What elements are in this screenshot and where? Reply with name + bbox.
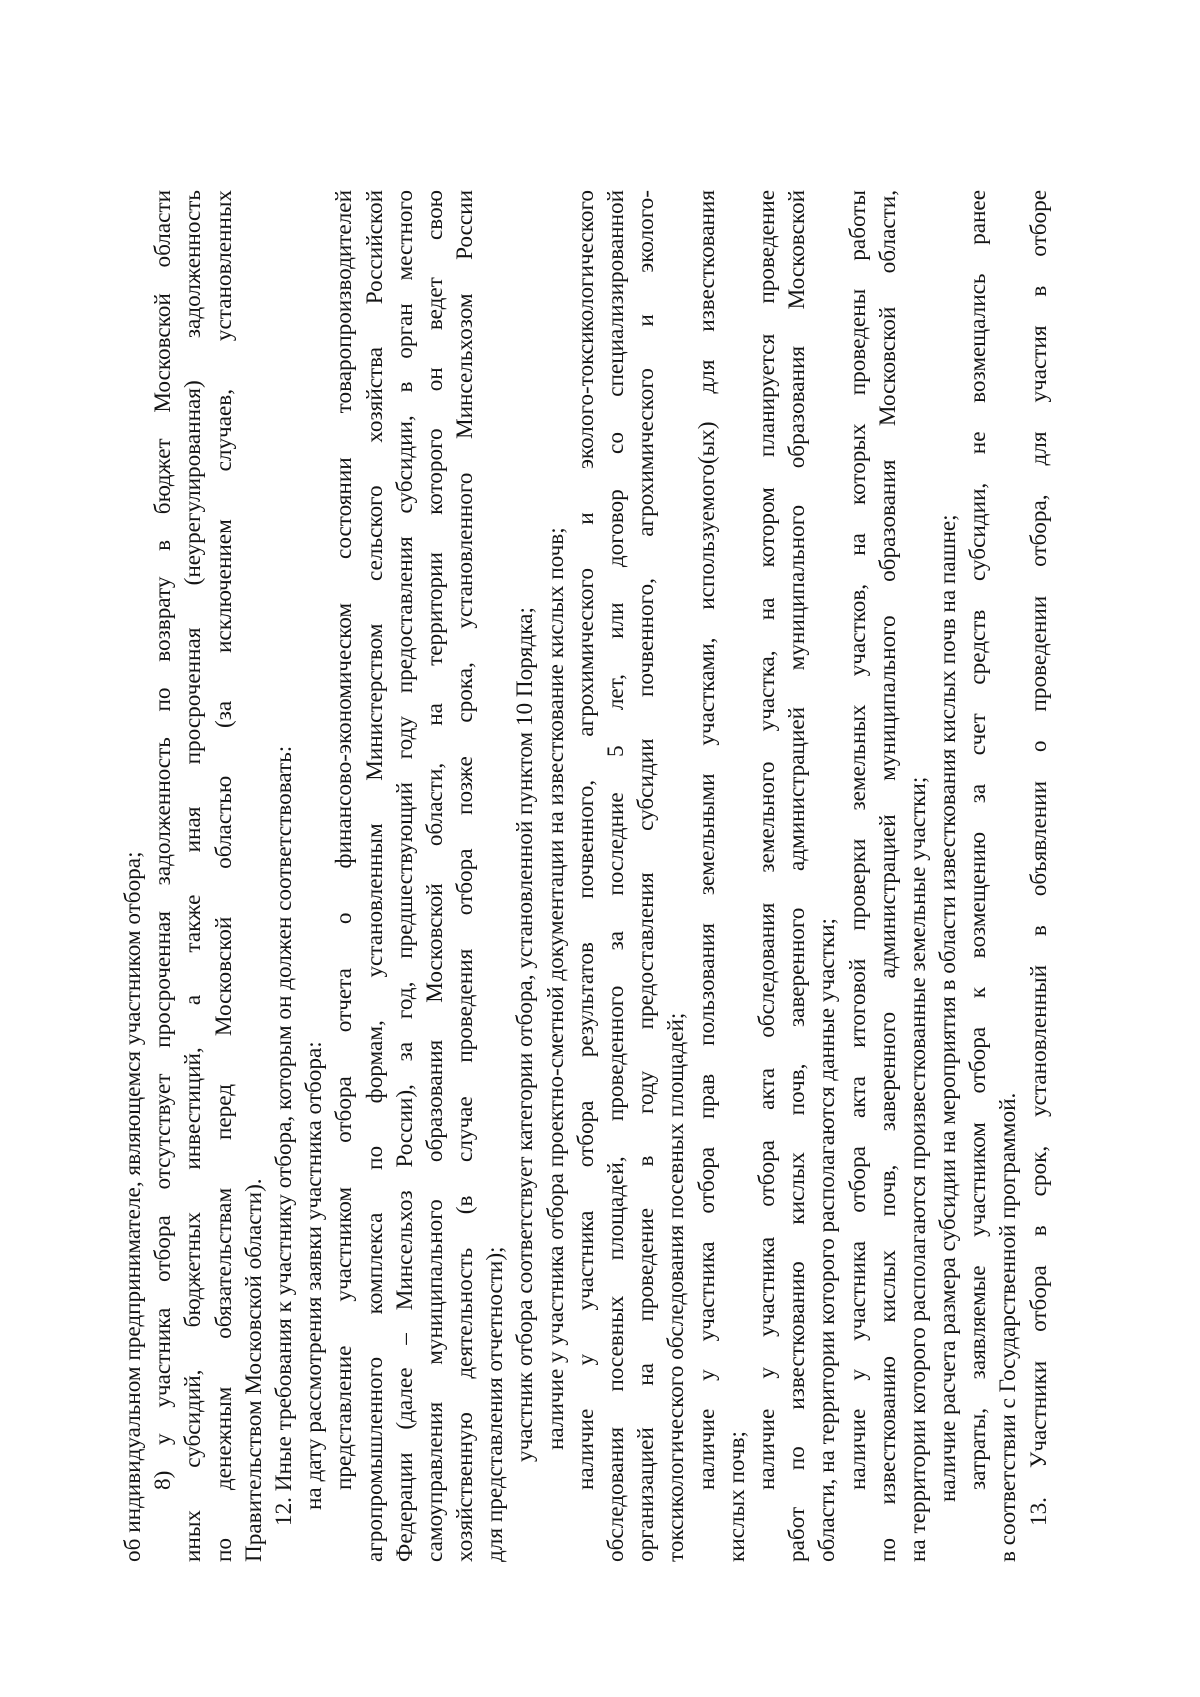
text-line: по денежным обязательствам перед Московской областью (за исключением случаев, установленных [210, 190, 237, 1562]
list-item-8: 8) у участника отбора отсутствует просроченная задолженность по возврату в бюджет Московской области [150, 190, 177, 1490]
requirement-item: участник отбора соответствует категории отбора, установленной пунктом 10 Порядка; [512, 607, 539, 1462]
text-line: по известкованию кислых почв, заверенного администрацией муниципального образования Московской области, [874, 190, 901, 1562]
document-body [118, 190, 1054, 1562]
text-line: на территории которого располагаются произвесткованные земельные участки; [904, 776, 931, 1562]
requirement-item: наличие у участника отбора акта обследования земельного участка, на котором планируется проведение [753, 190, 780, 1490]
text-line: работ по известкованию кислых почв, заверенного администрацией муниципального образования Московской [784, 190, 811, 1562]
text-line: Правительством Московской области). [240, 1178, 267, 1562]
requirement-item: наличие у участника отбора результатов почвенного, агрохимического и эколого-токсикологического [572, 190, 599, 1490]
requirement-item: наличие у участника отбора прав пользования земельными участками, используемого(ых) для известкования [693, 190, 720, 1490]
text-line: токсикологического обследования посевных площадей; [663, 1012, 690, 1562]
text-line: организацией на проведение в году предоставления субсидии почвенного, агрохимического и эколого- [633, 190, 660, 1562]
text-line: на дату рассмотрения заявки участника отбора: [301, 1041, 328, 1510]
section-12-heading: 12. Иные требования к участнику отбора, которым он должен соответствовать: [270, 745, 297, 1526]
text-line: Федерации (далее – Минсельхоз России), за год, предшествующий году предоставления субсидии, в орган местного [391, 190, 418, 1562]
text-line: об индивидуальном предпринимателе, являющемся участником отбора; [120, 851, 146, 1562]
text-line: хозяйственную деятельность (в случае проведения отбора позже срока, установленного Минсельхозом России [452, 190, 479, 1562]
requirement-item: представление участником отбора отчета о финансово-экономическом состоянии товаропроизводителей [331, 190, 358, 1490]
requirement-item: наличие у участника отбора проектно-сметной документации на известкование кислых почв; [542, 527, 569, 1450]
text-line: области, на территории которого располагаются данные участки; [814, 918, 841, 1562]
text-line: для представления отчетности); [482, 1246, 509, 1562]
text-line: обследования посевных площадей, проведенного за последние 5 лет, или договор со специализированной [603, 190, 629, 1562]
text-line: самоуправления муниципального образования Московской области, на территории которого он ведет свою [421, 190, 448, 1562]
requirement-item: наличие у участника отбора акта итоговой проверки земельных участков, на которых проведены работы [844, 190, 871, 1490]
requirement-item: наличие расчета размера субсидии на мероприятия в области известкования кислых почв на пашне; [935, 514, 962, 1502]
requirement-item: затраты, заявляемые участником отбора к возмещению за счет средств субсидии, не возмещались ранее [965, 190, 992, 1490]
text-line: агропромышленного комплекса по формам, установленным Министерством сельского хозяйства Российской [361, 190, 388, 1562]
text-line: кислых почв; [723, 1431, 750, 1562]
text-line: иных субсидий, бюджетных инвестиций, а также иная просроченная (неурегулированная) задолженность [180, 190, 207, 1562]
text-line: в соответствии с Государственной программой. [995, 1092, 1022, 1562]
section-13-heading: 13. Участники отбора в срок, установленный в объявлении о проведении отбора, для участия в отборе [1025, 190, 1052, 1526]
